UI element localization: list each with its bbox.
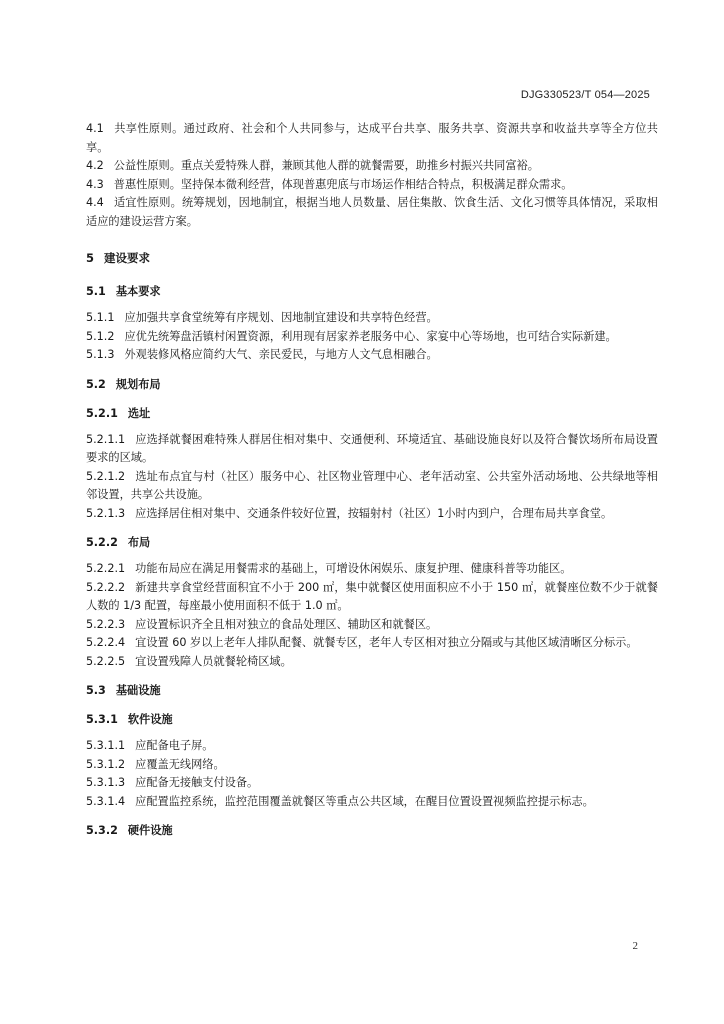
clause-5-2-2-2: 5.2.2.2 新建共享食堂经营面积宜不小于 200 ㎡，集中就餐区使用面积应不小于 150 ㎡，就餐座位数不少于就餐人数的 1/3 配置，每座最小使用面积不低于 1.0 ㎡。 — [86, 580, 658, 612]
section-heading-5-3-2: 5.3.2 硬件设施 — [86, 824, 173, 837]
section-heading-5-3-1: 5.3.1 软件设施 — [86, 713, 173, 726]
clause-5-3-1-2: 5.3.1.2 应覆盖无线网络。 — [86, 757, 225, 771]
clause-5-1-3: 5.1.3 外观装修风格应简约大气、亲民爱民，与地方人文气息相融合。 — [86, 348, 438, 361]
section-heading-5-2: 5.2 规划布局 — [86, 377, 161, 391]
clause-5-3-1-1: 5.3.1.1 应配备电子屏。 — [86, 739, 214, 752]
clause-5-2-2-4: 5.2.2.4 宜设置 60 岁以上老年人排队配餐、就餐专区，老年人专区相对独立分隔或与其他区域清晰区分标示。 — [86, 636, 638, 649]
clause-5-2-1-3: 5.2.1.3 应选择居住相对集中、交通条件较好位置，按辐射村（社区）1小时内到户，合理布局共享食堂。 — [86, 506, 613, 520]
clause-5-2-1-1: 5.2.1.1 应选择就餐困难特殊人群居住相对集中、交通便利、环境适宜、基础设施良好以及符合餐饮场所布局设置要求的区域。 — [86, 432, 658, 464]
section-heading-5-2-1: 5.2.1 选址 — [86, 406, 151, 420]
clause-5-2-2-1: 5.2.2.1 功能布局应在满足用餐需求的基础上，可增设休闲娱乐、康复护理、健康科普等功能区。 — [86, 562, 572, 575]
section-heading-5-3: 5.3 基础设施 — [86, 684, 161, 697]
clause-5-1-2: 5.1.2 应优先统筹盘活镇村闲置资源，利用现有居家养老服务中心、家宴中心等场地，也可结合实际新建。 — [86, 329, 617, 343]
clause-5-3-1-4: 5.3.1.4 应配置监控系统，监控范围覆盖就餐区等重点公共区域，在醒目位置设置视频监控提示标志。 — [86, 794, 594, 808]
clause-4-3: 4.3 普惠性原则。坚持保本微利经营，体现普惠兜底与市场运作相结合特点，积极满足群众需求。 — [86, 177, 573, 191]
section-heading-5-1: 5.1 基本要求 — [86, 285, 161, 298]
clause-5-1-1: 5.1.1 应加强共享食堂统筹有序规划、因地制宜建设和共享特色经营。 — [86, 311, 438, 324]
page-number: 2 — [632, 940, 638, 952]
clause-5-2-2-3: 5.2.2.3 应设置标识齐全且相对独立的食品处理区、辅助区和就餐区。 — [86, 617, 438, 631]
clause-5-3-1-3: 5.3.1.3 应配备无接触支付设备。 — [86, 776, 259, 789]
clause-4-4: 4.4 适宜性原则。统筹规划，因地制宜，根据当地人员数量、居住集散、饮食生活、文化习惯等具体情况，采取相适应的建设运营方案。 — [86, 196, 658, 228]
document-body — [86, 120, 658, 840]
section-heading-5: 5 建设要求 — [86, 251, 151, 265]
document-code: DJG330523/T 054—2025 — [520, 89, 650, 101]
section-heading-5-2-2: 5.2.2 布局 — [86, 536, 151, 549]
clause-5-2-2-5: 5.2.2.5 宜设置残障人员就餐轮椅区域。 — [86, 654, 292, 668]
clause-4-2: 4.2 公益性原则。重点关爱特殊人群，兼顾其他人群的就餐需要，助推乡村振兴共同富裕。 — [86, 159, 539, 172]
clause-4-1: 4.1 共享性原则。通过政府、社会和个人共同参与，达成平台共享、服务共享、资源共享和收益共享等全方位共享。 — [86, 122, 658, 154]
clause-5-2-1-2: 5.2.1.2 选址布点宜与村（社区）服务中心、社区物业管理中心、老年活动室、公共室外活动场地、公共绿地等相邻设置，共享公共设施。 — [86, 469, 658, 501]
